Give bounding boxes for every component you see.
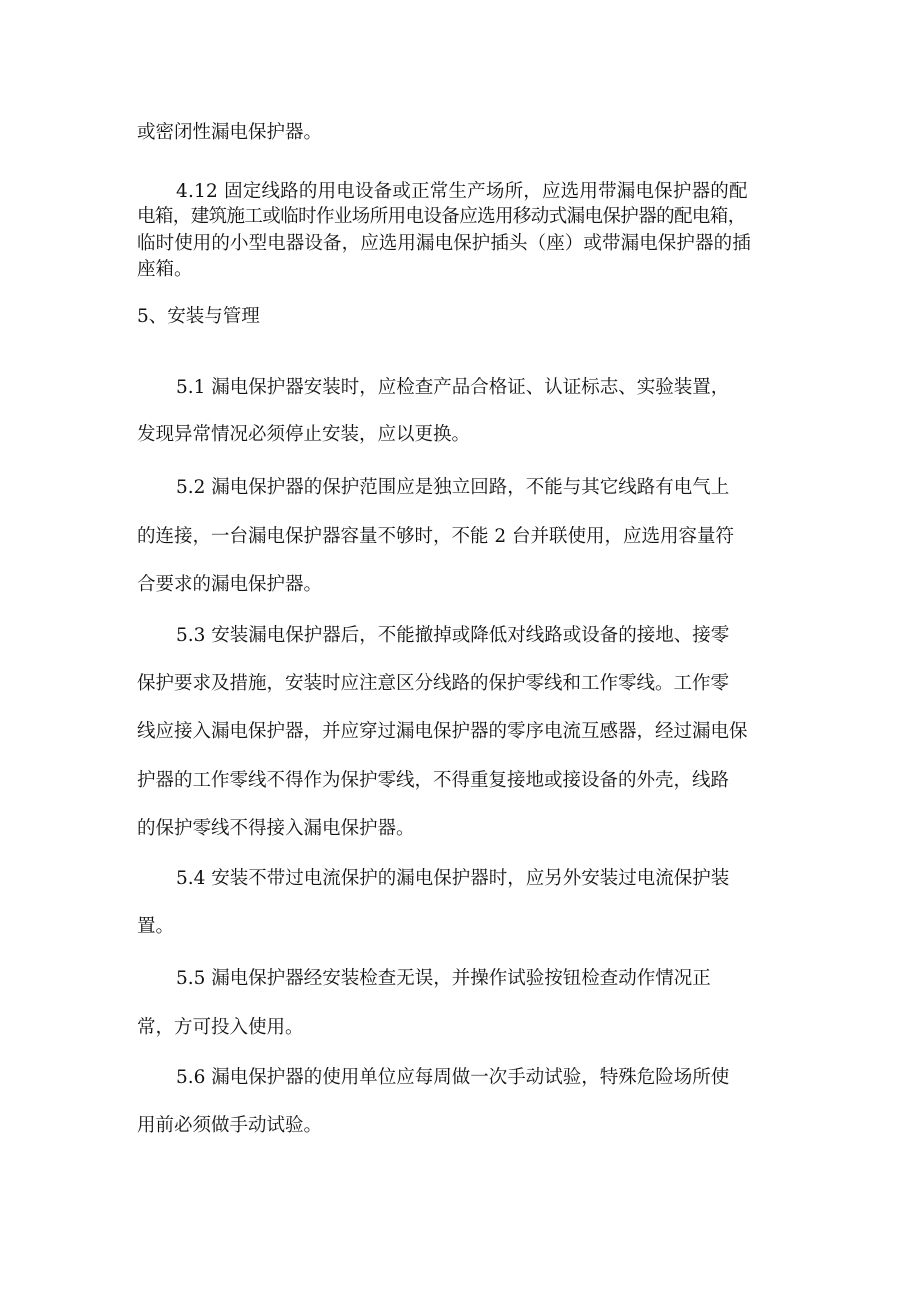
text-line: 常，方可投入使用。 [137, 1017, 304, 1038]
text-line: 座箱。 [137, 259, 193, 280]
text-line: 发现异常情况必须停止安装，应以更换。 [137, 424, 471, 445]
section-heading: 5、安装与管理 [137, 306, 260, 327]
text-line: 合要求的漏电保护器。 [137, 574, 323, 595]
text-line: 5.4 安装不带过电流保护的漏电保护器时，应另外安装过电流保护装 [176, 868, 730, 889]
text-line: 临时使用的小型电器设备，应选用漏电保护插头（座）或带漏电保护器的插 [137, 233, 751, 254]
text-line: 置。 [137, 916, 175, 937]
text-line: 电箱，建筑施工或临时作业场所用电设备应选用移动式漏电保护器的配电箱， [137, 206, 746, 227]
text-line: 5.3 安装漏电保护器后，不能撤掉或降低对线路或设备的接地、接零 [176, 625, 730, 646]
text-line: 4.12 固定线路的用电设备或正常生产场所，应选用带漏电保护器的配 [176, 181, 748, 202]
text-line: 或密闭性漏电保护器。 [137, 122, 323, 143]
text-line: 线应接入漏电保护器，并应穿过漏电保护器的零序电流互感器，经过漏电保 [137, 721, 748, 742]
text-line: 保护要求及措施，安装时应注意区分线路的保护零线和工作零线。工作零 [137, 673, 730, 694]
text-line: 的连接，一台漏电保护器容量不够时，不能 2 台并联使用，应选用容量符 [137, 526, 735, 547]
text-line: 5.6 漏电保护器的使用单位应每周做一次手动试验，特殊危险场所使 [176, 1067, 730, 1088]
text-line: 5.5 漏电保护器经安装检查无误，并操作试验按钮检查动作情况正 [176, 968, 711, 989]
text-line: 5.1 漏电保护器安装时，应检查产品合格证、认证标志、实验装置， [176, 377, 730, 398]
text-line: 的保护零线不得接入漏电保护器。 [137, 818, 415, 839]
text-line: 5.2 漏电保护器的保护范围应是独立回路，不能与其它线路有电气上 [176, 477, 730, 498]
text-line: 护器的工作零线不得作为保护零线，不得重复接地或接设备的外壳，线路 [137, 770, 730, 791]
text-line: 用前必须做手动试验。 [137, 1115, 323, 1136]
